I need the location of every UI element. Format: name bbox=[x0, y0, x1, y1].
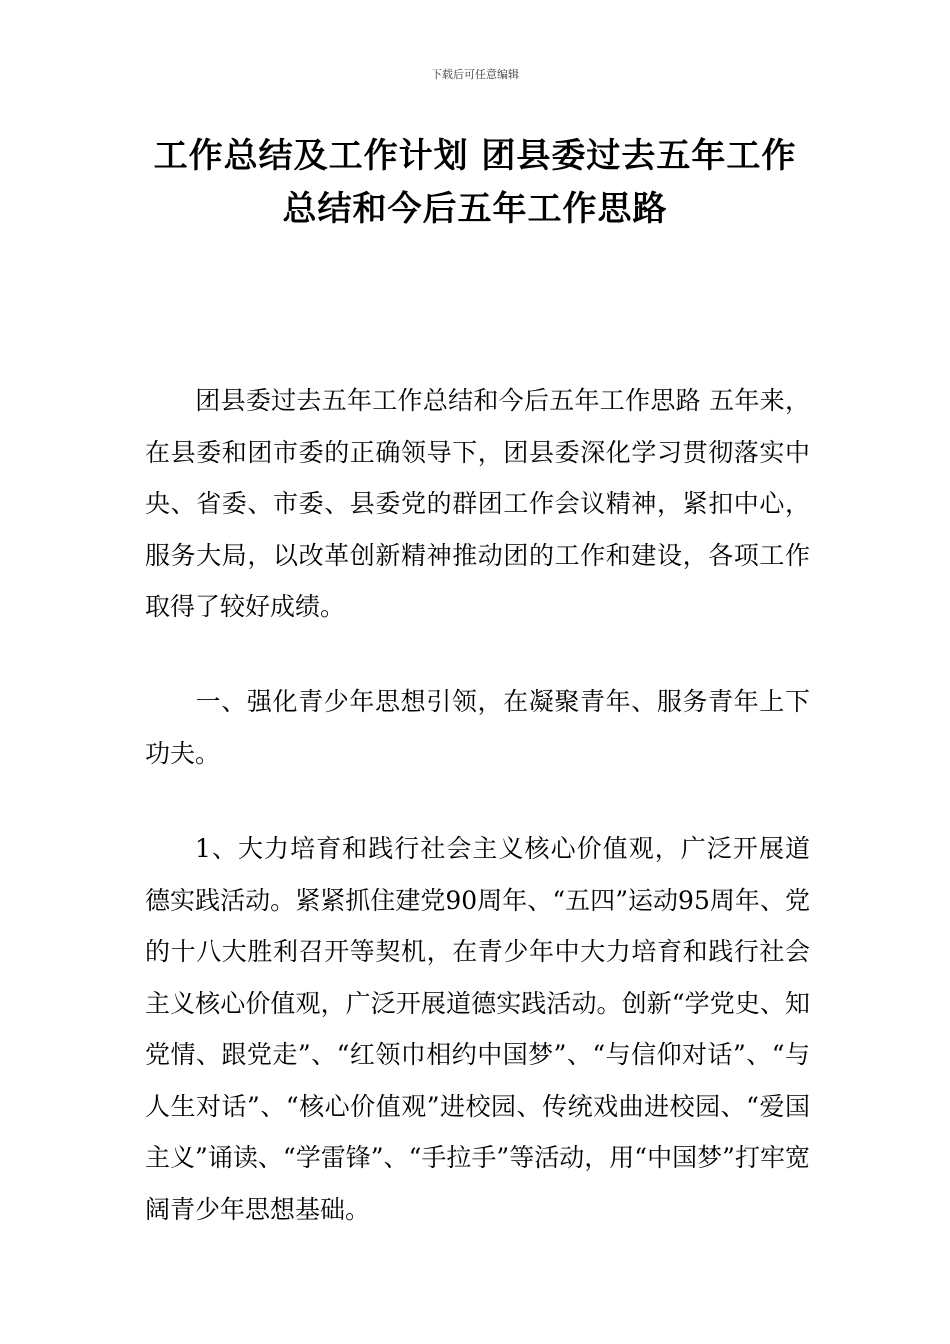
title-line-2: 总结和今后五年工作思路 bbox=[282, 189, 668, 229]
paragraph-item-1 bbox=[145, 823, 810, 1235]
paragraph-intro bbox=[145, 375, 810, 633]
paragraph-intro-text: 团县委过去五年工作总结和今后五年工作思路 五年来，在县委和团市委的正确领导下，团县委深化学习贯彻落实中央、省委、市委、县委党的群团工作会议精神，紧扣中心，服务大局，以改革创新精神推动团的工作和建设，各项工作取得了较好成绩。 bbox=[145, 386, 810, 621]
paragraph-section-heading-text: 一、强化青少年思想引领，在凝聚青年、服务青年上下功夫。 bbox=[145, 687, 810, 768]
header-note: 下载后可任意编辑 bbox=[431, 68, 519, 81]
title-line-1: 工作总结及工作计划 团县委过去五年工作 bbox=[153, 136, 797, 176]
paragraph-item-1-text: 1、大力培育和践行社会主义核心价值观，广泛开展道德实践活动。紧紧抓住建党90周年、“五四”运动95周年、党的十八大胜利召开等契机，在青少年中大力培育和践行社会主义核心价值观，广泛开展道德实践活动。创新“学党史、知党情、跟党走”、“红领巾相约中国梦”、“与信仰对话”、“与人生对话”、“核心价值观”进校园、传统戏曲进校园、“爱国主义”诵读、“学雷锋”、“手拉手”等活动，用“中国梦”打牢宽阔青少年思想基础。 bbox=[145, 834, 810, 1224]
paragraph-section-heading bbox=[145, 676, 810, 779]
